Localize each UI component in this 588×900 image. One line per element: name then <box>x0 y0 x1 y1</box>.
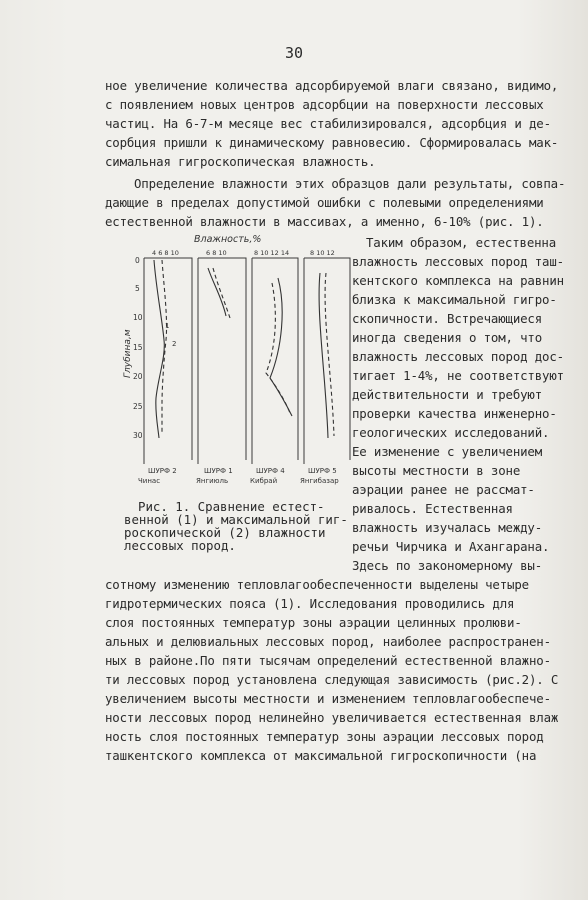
text-line: действительности и требуют <box>352 387 543 402</box>
panel-ticks <box>152 249 335 257</box>
text-line: высоты местности в зоне <box>352 463 521 478</box>
panel-label-top: ШУРФ 4 <box>256 467 285 475</box>
text-line: естественной влажности в массивах, а именно, 6-10% (рис. 1). <box>105 214 544 229</box>
text-line: ность слоя постоянных температур зоны аэрации лессовых пород <box>105 729 544 744</box>
text-line: альных и делювиальных лессовых пород, наиболее распространен- <box>105 634 551 649</box>
moisture-chart <box>118 228 352 500</box>
panel-label-top: ШУРФ 2 <box>148 467 177 475</box>
figure-moisture-profiles <box>118 228 352 500</box>
text-line: ное увеличение количества адсорбируемой влаги связано, видимо, <box>105 78 559 93</box>
text-line: аэрации ранее не рассмат- <box>352 482 535 497</box>
text-line: близка к максимальной гигро- <box>352 292 557 307</box>
depth-tick: 0 <box>135 256 140 265</box>
panel-label-top: ШУРФ 5 <box>308 467 337 475</box>
text-line: кентского комплекса на равнин <box>352 273 564 288</box>
text-line: дающие в пределах допустимой ошибки с полевыми определениями <box>105 195 544 210</box>
text-line: влажность лессовых пород дос- <box>352 349 564 364</box>
curves <box>154 260 334 438</box>
panel-tick-label: 4 6 8 10 <box>152 249 179 257</box>
curve-natural <box>319 273 328 438</box>
figure-ylabel: Глубина,м <box>123 329 133 378</box>
text-line: иногда сведения о том, что <box>352 330 543 345</box>
depth-ticks <box>133 256 143 440</box>
text-line: Таким образом, естественна <box>366 235 557 250</box>
text-line: гидротермических пояса (1). Исследования проводились для <box>105 596 515 611</box>
panel-labels <box>138 467 339 485</box>
panel-tick-label: 6 8 10 <box>206 249 227 257</box>
text-line: Определение влажности этих образцов дали результаты, совпа- <box>134 176 566 191</box>
panel-tick-label: 8 10 12 <box>310 249 335 257</box>
caption-line: роскопической (2) влажности <box>124 525 326 540</box>
text-line: Ее изменение с увеличением <box>352 444 543 459</box>
text-line: геологических исследований. <box>352 425 550 440</box>
text-line: ташкентского комплекса от максимальной гигроскопичности (на <box>105 748 537 763</box>
text-line: симальная гигроскопическая влажность. <box>105 154 376 169</box>
text-line: с появлением новых центров адсорбции на поверхности лессовых <box>105 97 544 112</box>
depth-tick: 10 <box>133 313 143 322</box>
text-line: частиц. На 6-7-м месяце вес стабилизировался, адсорбция и де- <box>105 116 551 131</box>
caption-line: венной (1) и максимальной гиг- <box>124 512 348 527</box>
depth-tick: 5 <box>135 284 140 293</box>
page-number: 30 <box>284 44 304 62</box>
text-line: ривалось. Естественная <box>352 501 513 516</box>
text-line: ности лессовых пород нелинейно увеличивается естественная влаж <box>105 710 559 725</box>
curve-natural <box>154 260 164 438</box>
depth-tick: 15 <box>133 343 143 352</box>
panel-label-bottom: Кибрай <box>250 477 278 485</box>
curve-label: 2 <box>172 340 177 348</box>
text-line: ных в районе.По пяти тысячам определений естественной влажно- <box>105 653 551 668</box>
text-line: увеличением высоты местности и изменением тепловлагообеспече- <box>105 691 551 706</box>
depth-tick: 25 <box>133 402 143 411</box>
panel-label-bottom: Янгиюль <box>196 477 229 485</box>
curve-hygroscopic <box>213 268 230 318</box>
text-line: проверки качества инженерно- <box>352 406 557 421</box>
text-line: тигает 1-4%, не соответствуют <box>352 368 564 383</box>
panel-tick-label: 8 10 12 14 <box>254 249 290 257</box>
panel-label-bottom: Янгибазар <box>300 477 339 485</box>
panel-label-bottom: Чинаc <box>138 477 161 485</box>
caption-line: лессовых пород. <box>124 538 236 553</box>
figure-caption <box>124 500 348 552</box>
caption-line: Рис. 1. Сравнение естест- <box>138 499 325 514</box>
text-line: ти лессовых пород установлена следующая зависимость (рис.2). С <box>105 672 559 687</box>
curve-natural <box>208 268 226 316</box>
depth-tick: 30 <box>133 431 143 440</box>
figure-title: Влажность,% <box>194 234 262 245</box>
text-line: Здесь по закономерному вы- <box>352 558 543 573</box>
text-line: скопичности. Встречающиеся <box>352 311 543 326</box>
text-line: сорбция пришли к динамическому равновесию. Сформировалась мак- <box>105 135 559 150</box>
curve-hygroscopic <box>266 283 290 413</box>
text-line: влажность лессовых пород таш- <box>352 254 564 269</box>
text-line: влажность изучалась между- <box>352 520 543 535</box>
depth-tick: 20 <box>133 372 143 381</box>
panel-label-top: ШУРФ 1 <box>204 467 233 475</box>
text-line: слоя постоянных температур зоны аэрации целинных пролюви- <box>105 615 522 630</box>
text-line: речьи Чирчика и Ахангарана. <box>352 539 550 554</box>
text-line: сотному изменению тепловлагообеспеченности выделены четыре <box>105 577 529 592</box>
curve-label: 1 <box>165 322 170 330</box>
